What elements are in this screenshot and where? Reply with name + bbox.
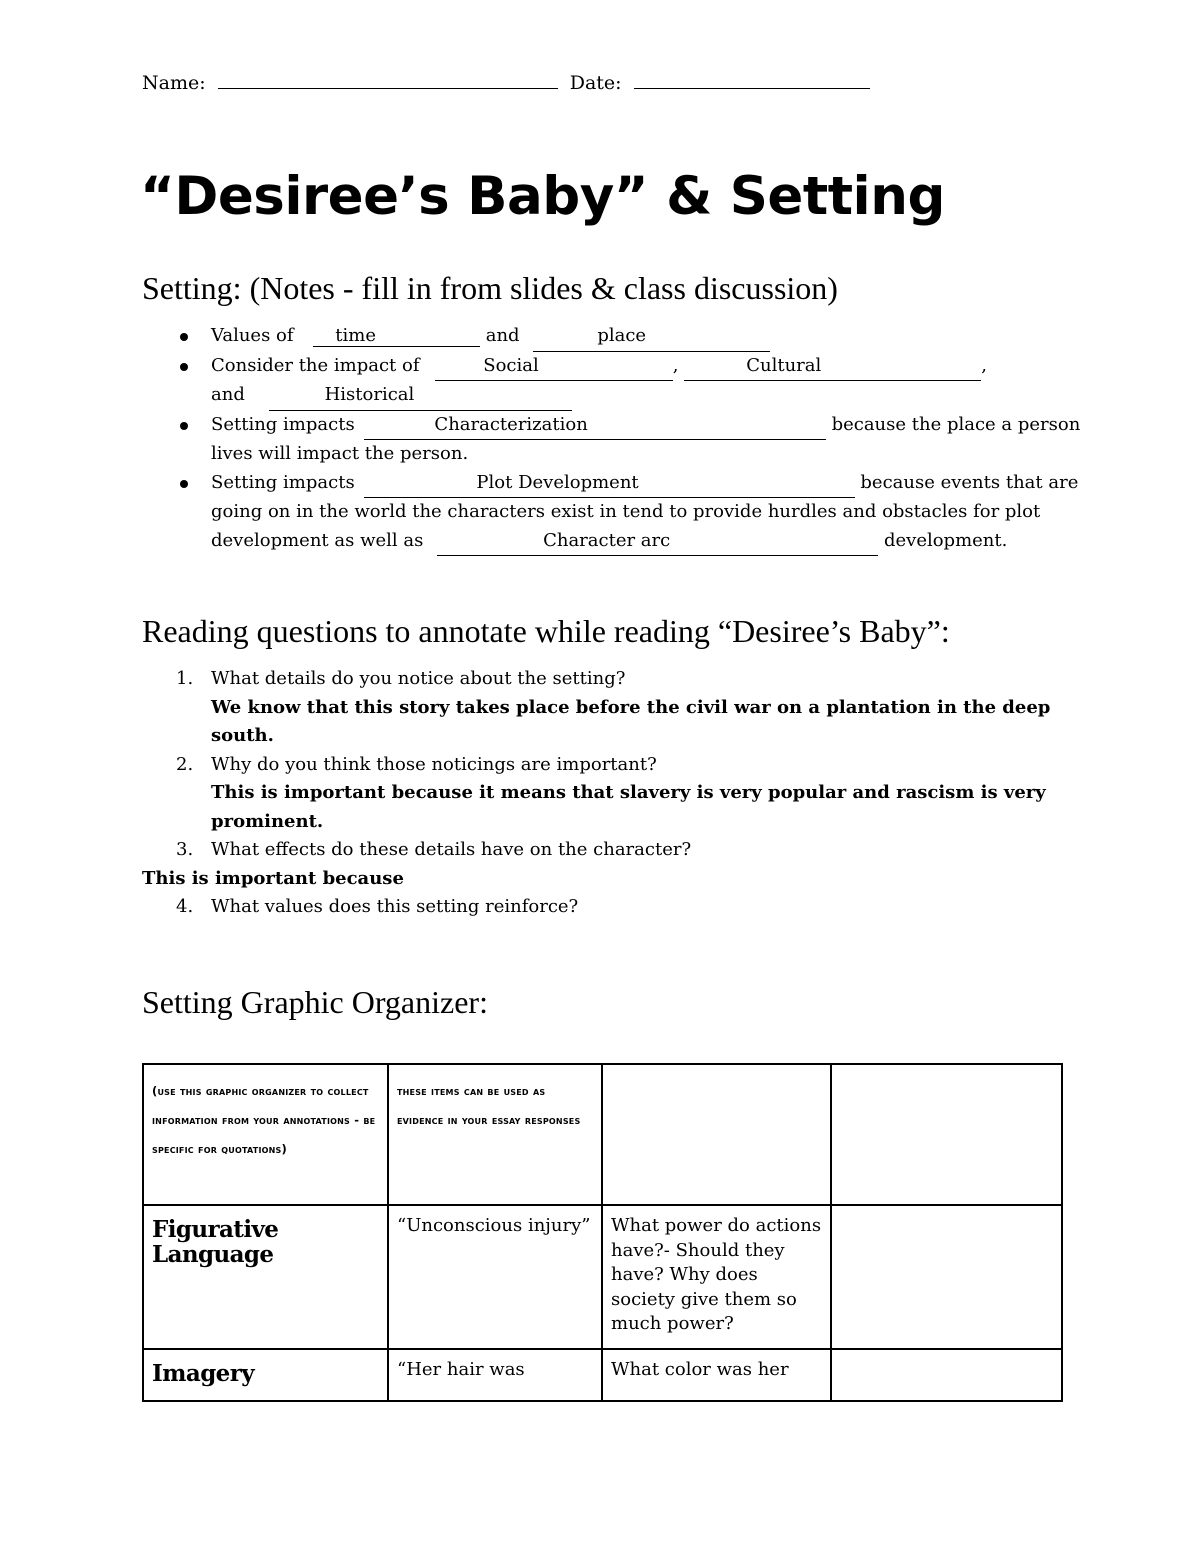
list-item: 2. Why do you think those noticings are important? This is important because it means that slavery is very popular and rascism is very prominent. [142, 751, 1082, 837]
name-date-line [142, 72, 870, 94]
table-cell: Imagery [143, 1349, 388, 1401]
list-item: 1. What details do you notice about the setting? We know that this story takes place before the civil war on a plantation in the deep south. [142, 665, 1082, 751]
table-cell[interactable]: “Her hair was [388, 1349, 602, 1401]
fill-blank: Plot Development [364, 469, 854, 499]
bullet-icon [180, 480, 188, 488]
graphic-organizer-table [142, 1063, 1063, 1402]
list-item: 3. What effects do these details have on the character? [176, 839, 692, 860]
reading-questions-heading: Reading questions to annotate while reading “Desiree’s Baby”: [142, 613, 950, 649]
setting-heading: Setting: (Notes - fill in from slides & class discussion) [142, 270, 838, 306]
table-cell: (use this graphic organizer to collect information from your annotations - be specific for quotations) [143, 1064, 388, 1205]
date-blank [634, 72, 870, 89]
table-cell[interactable] [831, 1349, 1062, 1401]
list-item: Setting impacts Plot Development because events that are going on in the world the characters exist in tend to provide hurdles and obstacles for plot development as well as Character arc development. [142, 469, 1082, 557]
table-cell[interactable]: “Unconscious injury” [388, 1205, 602, 1349]
fill-blank: Character arc [437, 527, 878, 557]
table-cell[interactable]: What color was her [602, 1349, 831, 1401]
page-title: “Desiree’s Baby” & Setting [140, 166, 945, 227]
table-cell[interactable]: What power do actions have?- Should they have? Why does society give them so much power? [602, 1205, 831, 1349]
table-cell[interactable] [831, 1205, 1062, 1349]
fill-blank: Characterization [364, 411, 825, 441]
table-row [143, 1064, 1062, 1205]
fill-blank: Cultural [684, 352, 981, 382]
answer-text: This is important because [142, 867, 404, 889]
bullet-icon [180, 363, 188, 371]
bullet-icon [180, 422, 188, 430]
organizer-heading: Setting Graphic Organizer: [142, 984, 488, 1020]
list-item: Values of time and place [142, 322, 1082, 352]
list-item: 4. What values does this setting reinforce? [176, 896, 579, 917]
reading-questions-list [142, 665, 1082, 922]
setting-notes-list [142, 322, 1082, 556]
fill-blank: Historical [269, 381, 573, 411]
table-cell[interactable] [602, 1064, 831, 1205]
table-cell: Figurative Language [143, 1205, 388, 1349]
name-blank [218, 72, 558, 89]
list-item: Setting impacts Characterization because the place a person lives will impact the person. [142, 411, 1082, 469]
name-label: Name: [142, 72, 206, 94]
date-label: Date: [569, 72, 622, 94]
answer-text: This is important because it means that slavery is very popular and rascism is very prominent. [211, 782, 1046, 832]
table-cell: these items can be used as evidence in your essay responses [388, 1064, 602, 1205]
table-row [143, 1349, 1062, 1401]
fill-blank: place [533, 322, 770, 352]
fill-blank: time [313, 325, 480, 347]
table-row [143, 1205, 1062, 1349]
fill-blank: Social [435, 352, 673, 382]
table-cell[interactable] [831, 1064, 1062, 1205]
bullet-icon [180, 333, 188, 341]
list-item: Consider the impact of Social , Cultural , and Historical [142, 352, 1082, 411]
answer-text: We know that this story takes place before the civil war on a plantation in the deep south. [211, 696, 1051, 746]
